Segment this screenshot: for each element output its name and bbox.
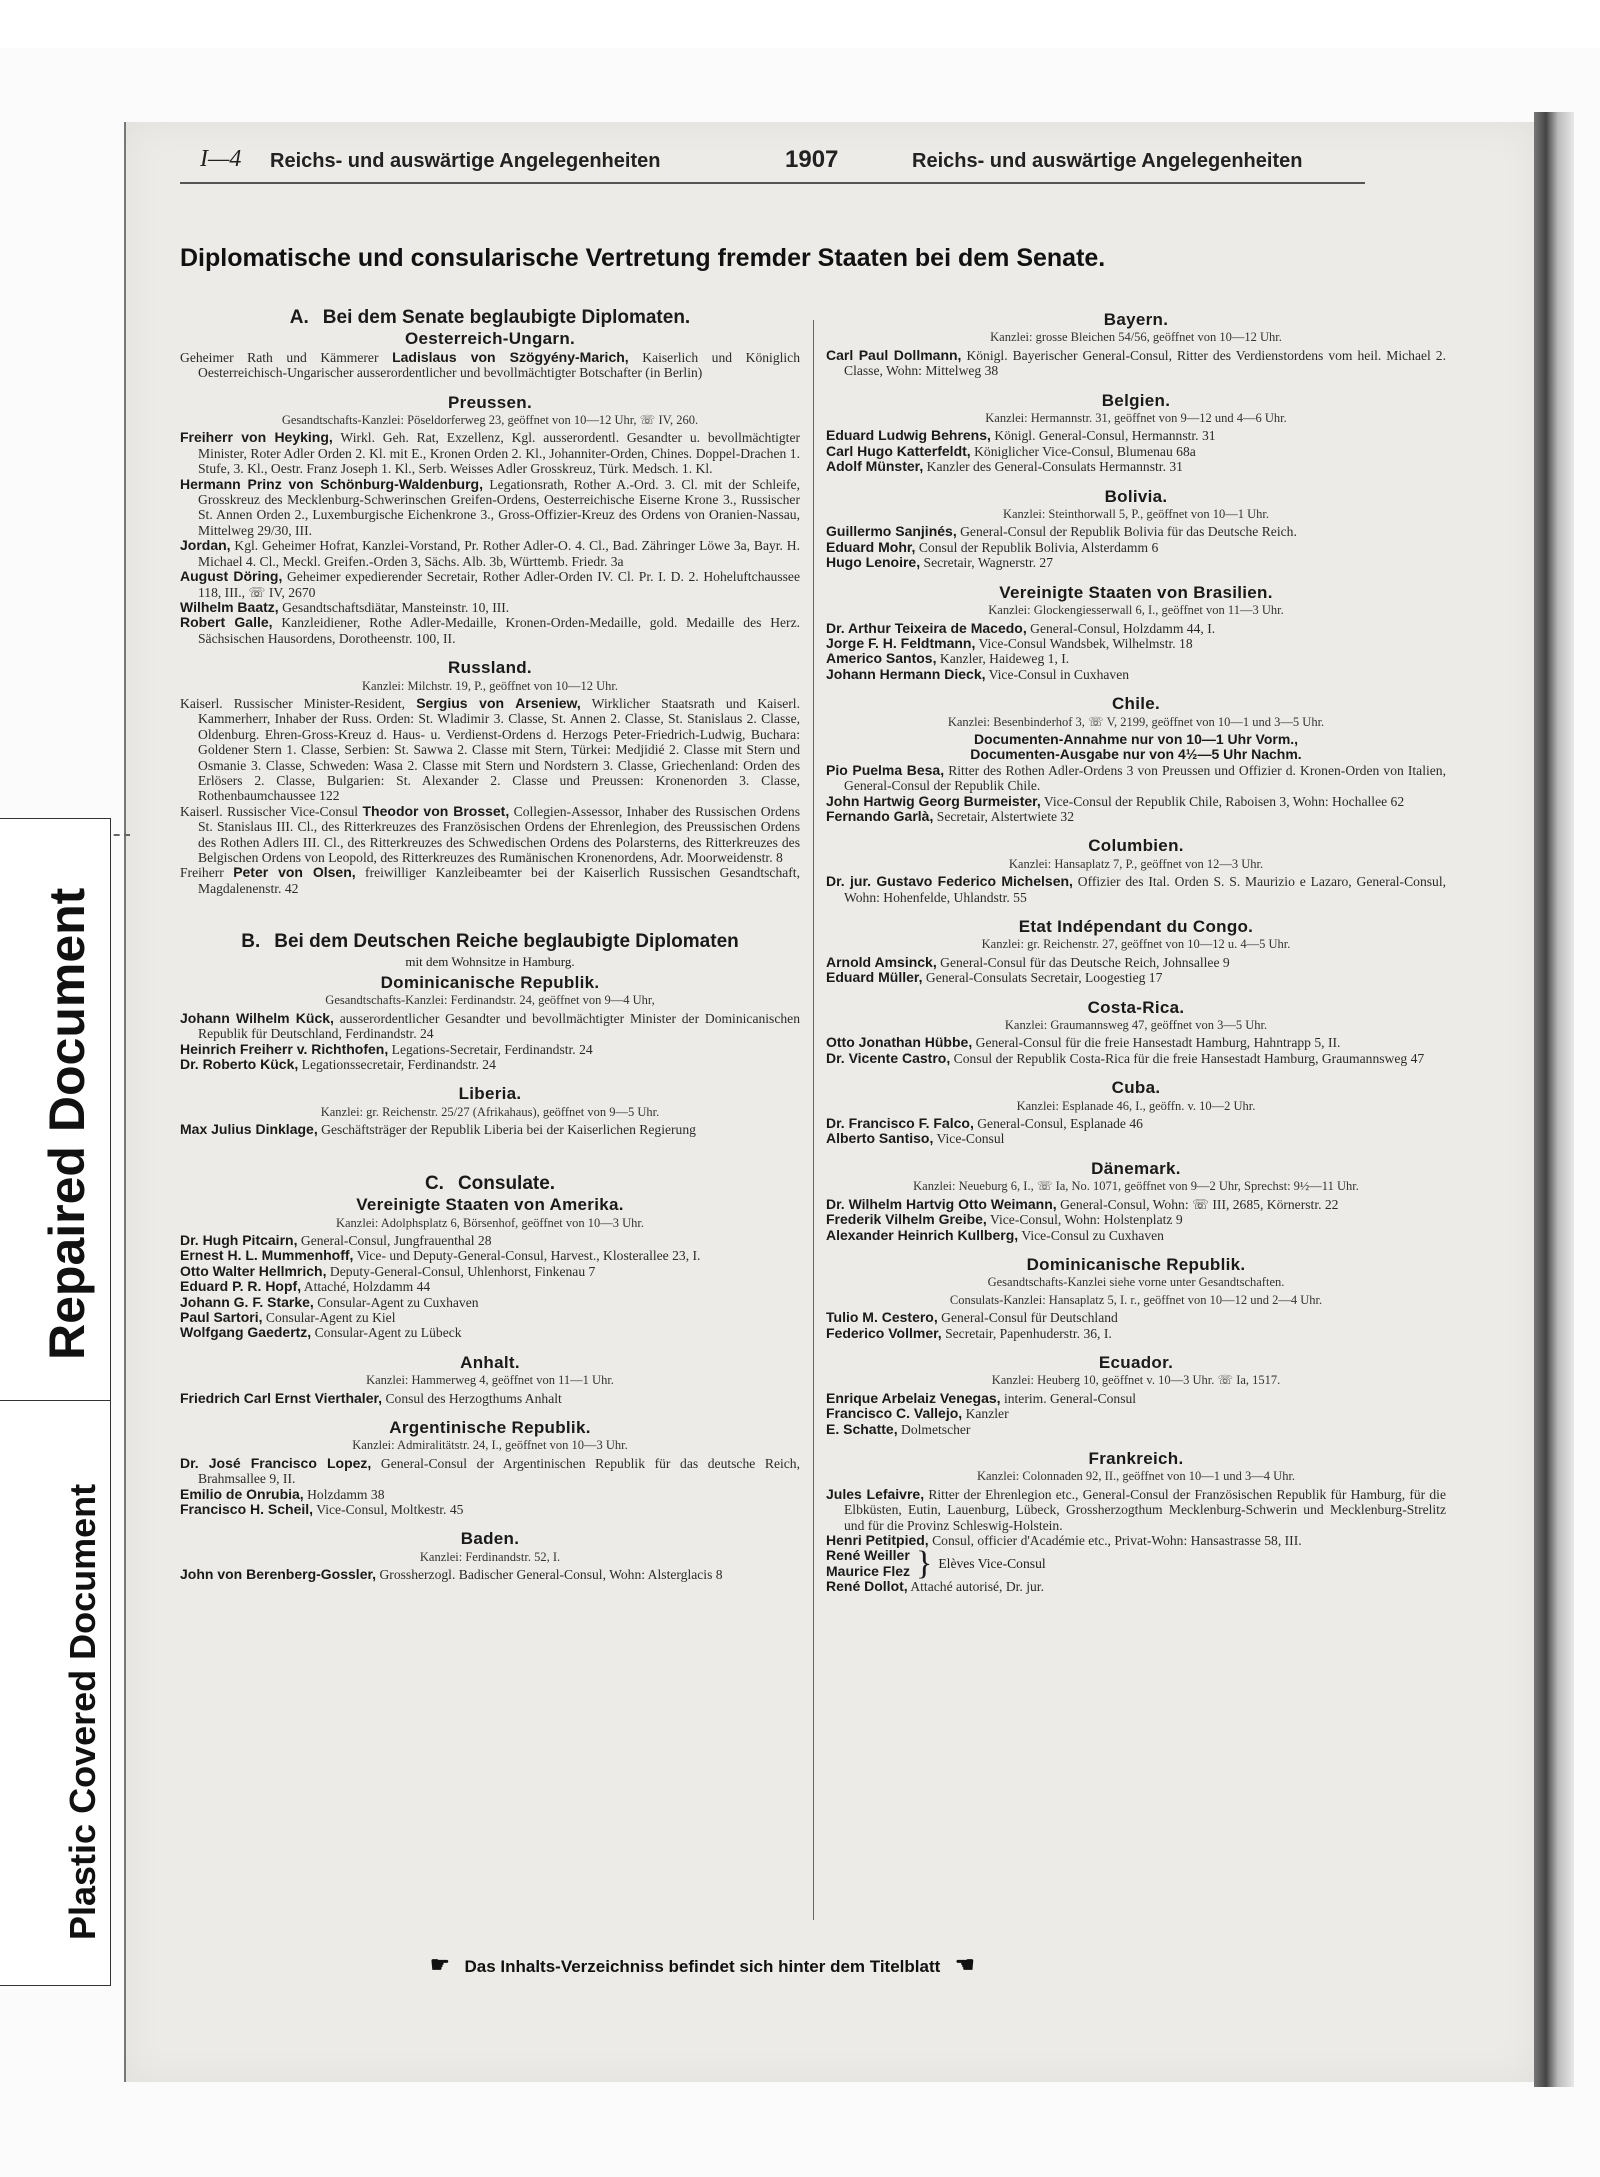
entry-text: Vice-Consul Wandsbek, Wilhelmstr. 18 [978, 635, 1193, 651]
state-heading: Dänemark. [1091, 1158, 1181, 1178]
entry-text: Wirkl. Geh. Rat, Exzellenz, Kgl. ausserordentl. Gesandter u. bevollmächtigter Minister, Roter Adler Orden 2. Kl. mit E., Kronen Orden 2. Kl., Johanniter-Orden, Chines. Doppel-Drachen 1. Stufe, 3. Kl., Oestr. Franz Joseph 1. Kl., Serb. Weisses Adler Grosskreuz, Türk. Medsch. 1. Kl. [198, 430, 801, 477]
entry [826, 1310, 1446, 1325]
entry [180, 1233, 800, 1248]
entry-name: Jordan, [180, 537, 231, 554]
entry-name: Johann Wilhelm Kück, [180, 1009, 334, 1026]
state-heading: Cuba. [1111, 1078, 1161, 1098]
entry-name: Jules Lefaivre, [826, 1485, 925, 1502]
entry-name: René Weiller [826, 1547, 910, 1564]
state-heading: Frankreich. [1088, 1448, 1184, 1468]
section-subheading: mit dem Wohnsitze in Hamburg. [405, 953, 575, 969]
entry-text: Secretair, Wagnerstr. 27 [923, 555, 1054, 571]
entry [180, 1295, 800, 1310]
entry-text: General-Consul der Argentinischen Republik für das deutsche Reich, Brahmsallee 9, II. [198, 1455, 800, 1487]
entry-name: Francisco C. Vallejo, [826, 1405, 963, 1422]
entry-text: Consul der Republik Costa-Rica für die freie Hansestadt Hamburg, Graumannsweg 47 [953, 1050, 1425, 1066]
entry-name: Jorge F. H. Feldtmann, [826, 634, 976, 651]
running-header [200, 146, 1330, 180]
entry-text: Legationsrath, Rother A.-Ord. 3. Cl. mit der Schleife, Grosskreuz des Mecklenburg-Schwerinschen Greifen-Ordens, Oesterreichische Eiserne Krone 3., Russischer St. Annen Orden 2., Luxemburgische Eichenkrone 3., Gross-Offizier-Kreuz des Ordens von Oranien-Nassau, Mittelweg 29/30, III. [198, 476, 800, 538]
kanzlei-line: Kanzlei: Besenbinderhof 3, ☏ V, 2199, geöffnet von 10—1 und 3—5 Uhr. [947, 714, 1325, 729]
entry [826, 1212, 1446, 1227]
entry-text: General-Consul für Deutschland [941, 1310, 1118, 1326]
entry [826, 1406, 1446, 1421]
entry-text: Legations-Secretair, Ferdinandstr. 24 [391, 1041, 593, 1057]
entry-name: Heinrich Freiherr v. Richthofen, [180, 1040, 389, 1057]
entry-text: General-Consul, Wohn: ☏ III, 2685, Körnerstr. 22 [1060, 1196, 1339, 1212]
header-rule [180, 182, 1365, 184]
entry [826, 667, 1446, 682]
entry-name: Max Julius Dinklage, [180, 1121, 318, 1138]
entry [180, 865, 800, 896]
entry-name: Eduard Müller, [826, 969, 923, 986]
entry-name: Adolf Münster, [826, 458, 924, 475]
book-spine-edge [1534, 112, 1574, 2087]
entry [826, 1197, 1446, 1212]
entry-text: Königl. General-Consul, Hermannstr. 31 [994, 428, 1216, 444]
entry [826, 1051, 1446, 1066]
section-a-heading [180, 307, 800, 328]
pointing-hand-right-icon: ☛ [430, 1952, 450, 1977]
entry-text: Vice-Consul, Wohn: Holstenplatz 9 [989, 1212, 1183, 1228]
entry [826, 955, 1446, 970]
entry [180, 804, 800, 866]
entry [826, 1487, 1446, 1533]
entry-text: Consul der Republik Bolivia, Alsterdamm 6 [918, 539, 1159, 555]
entry-text: Vice-Consul der Republik Chile, Raboisen 3, Wohn: Hochallee 62 [1043, 793, 1405, 809]
entry-name: Johann G. F. Starke, [180, 1293, 314, 1310]
entry [826, 428, 1446, 443]
header-left-title: Reichs- und auswärtige Angelegenheiten [270, 150, 661, 172]
entry-name: Otto Walter Hellmrich, [180, 1262, 327, 1279]
entry-text: General-Consul, Holzdamm 44, I. [1030, 620, 1216, 636]
entry [826, 540, 1446, 555]
section-title: Consulate. [457, 1172, 556, 1194]
spacer [180, 1138, 800, 1172]
entry [180, 1502, 800, 1517]
entry-text: General-Consul für das Deutsche Reich, Johnsallee 9 [940, 954, 1230, 970]
footer-note [420, 1952, 985, 1978]
entry [826, 555, 1446, 570]
state-heading: Russland. [448, 658, 532, 678]
entry [180, 600, 800, 615]
entry-name: Dr. Arthur Teixeira de Macedo, [826, 619, 1027, 636]
state-heading: Baden. [460, 1529, 520, 1549]
entry [826, 1131, 1446, 1146]
entry-text: Attaché, Holzdamm 44 [303, 1279, 431, 1295]
entry-text: General-Consulats Secretair, Loogestieg 17 [925, 970, 1163, 986]
entry [180, 615, 800, 646]
entry-text: Consular-Agent zu Kiel [265, 1309, 396, 1325]
entry-text: ausserordentlicher Gesandter und bevollmächtigter Minister der Dominicanischen Republik für Deutschland, Ferdinandstr. 24 [198, 1010, 801, 1042]
entry [180, 569, 800, 600]
entry-text: Kanzler [965, 1406, 1009, 1422]
entry-name: Hermann Prinz von Schönburg-Waldenburg, [180, 475, 483, 492]
entry-text: General-Consul, Esplanade 46 [977, 1116, 1143, 1132]
state-heading: Preussen. [448, 392, 532, 412]
entry-text: Kgl. Geheimer Hofrat, Kanzlei-Vorstand, Pr. Rother Adler-O. 4. Cl., Bad. Zähringer Löwe 3a, Bayr. H. Michael 4. Cl., Meckl. Greifen.-Orden 3, Sächs. Alb. 3b, Württemb. Friedr. 3a [198, 538, 800, 569]
kanzlei-line: Kanzlei: Heuberg 10, geöffnet v. 10—3 Uhr. ☏ Ia, 1517. [991, 1373, 1281, 1388]
state-heading: Belgien. [1101, 390, 1171, 410]
entry [180, 1325, 800, 1340]
entry-text: Vice-Consul, Moltkestr. 45 [316, 1502, 464, 1517]
entry [826, 809, 1446, 824]
braced-names [826, 1548, 910, 1579]
entry-name: Freiherr von Heyking, [180, 429, 333, 446]
entry-text: Königlicher Vice-Consul, Blumenau 68a [974, 443, 1196, 459]
entry-text: Kanzleidiener, Rothe Adler-Medaille, Kronen-Orden-Medaille, gold. Medaille des Herz. Sächsischen Hausordens, Dorotheenstr. 100, II. [198, 615, 800, 646]
entry-text: Deputy-General-Consul, Uhlenhorst, Finkenau 7 [329, 1263, 596, 1279]
entry-name: Alexander Heinrich Kullberg, [826, 1226, 1019, 1243]
state-heading: Dominicanische Republik. [380, 973, 600, 993]
page-title: Diplomatische und consularische Vertretung fremder Staaten bei dem Senate. [180, 244, 1106, 272]
state-heading: Bayern. [1103, 310, 1169, 329]
entry [826, 348, 1446, 379]
entry-prefix: Kaiserl. Russischer Minister-Resident, [180, 695, 406, 711]
state-heading: Ecuador. [1098, 1352, 1174, 1372]
entry-text: Vice- und Deputy-General-Consul, Harvest., Klosterallee 23, I. [356, 1248, 701, 1264]
entry-name: Carl Hugo Katterfeldt, [826, 442, 971, 459]
entry-name: Johann Hermann Dieck, [826, 665, 986, 682]
kanzlei-line: Kanzlei: Esplanade 46, I., geöffn. v. 10—2 Uhr. [1016, 1098, 1256, 1113]
entry-name: August Döring, [180, 568, 283, 585]
entry-name: Dr. Hugh Pitcairn, [180, 1231, 298, 1248]
section-title: Bei dem Deutschen Reiche beglaubigte Diplomaten [274, 931, 739, 953]
header-right-title: Reichs- und auswärtige Angelegenheiten [912, 150, 1303, 172]
entry-name: Paul Sartori, [180, 1308, 263, 1325]
entry-name: Guillermo Sanjinés, [826, 523, 957, 540]
kanzlei-line: Kanzlei: Adolphsplatz 6, Börsenhof, geöffnet von 10—3 Uhr. [335, 1215, 645, 1230]
entry-prefix: Kaiserl. Russischer Vice-Consul [180, 803, 359, 819]
left-column [180, 306, 800, 1583]
entry-name: Francisco H. Scheil, [180, 1501, 314, 1517]
kanzlei-line: Kanzlei: grosse Bleichen 54/56, geöffnet von 10—12 Uhr. [990, 330, 1282, 345]
entry-text: Grossherzogl. Badischer General-Consul, Wohn: Alsterglacis 8 [379, 1567, 723, 1583]
entry [826, 1579, 1446, 1594]
entry-name: Carl Paul Dollmann, [826, 346, 962, 363]
entry-text: Vice-Consul zu Cuxhaven [1021, 1227, 1164, 1243]
entry [180, 1042, 800, 1057]
entry-name: Dr. Francisco F. Falco, [826, 1115, 974, 1132]
entry-braced [826, 1544, 1446, 1582]
entry [180, 1456, 800, 1487]
kanzlei-line: Kanzlei: Graumannsweg 47, geöffnet von 3—5 Uhr. [1004, 1018, 1268, 1033]
chile-note-annahme: Documenten-Annahme nur von 10—1 Uhr Vorm., [973, 730, 1299, 747]
entry-name: Henri Petitpied, [826, 1532, 929, 1548]
entry [826, 1422, 1446, 1437]
entry [180, 1248, 800, 1263]
kanzlei-line: Kanzlei: Hermannstr. 31, geöffnet von 9—12 und 4—6 Uhr. [985, 411, 1287, 426]
kanzlei-line: Kanzlei: gr. Reichenstr. 25/27 (Afrikahaus), geöffnet von 9—5 Uhr. [320, 1104, 660, 1119]
entry-text: Vice-Consul [936, 1131, 1005, 1147]
entry-name: Maurice Flez [826, 1562, 911, 1579]
kanzlei-line: Kanzlei: Ferdinandstr. 52, I. [419, 1549, 561, 1564]
entry [826, 1035, 1446, 1050]
entry-text: Consular-Agent zu Cuxhaven [317, 1294, 479, 1310]
entry-text: Kaiserlich und Königlich Oesterreichisch-Ungarischer ausserordentlicher und bevollmächtigter Botschafter (in Berlin) [198, 349, 801, 381]
state-heading: Liberia. [458, 1084, 522, 1104]
entry-name: John von Berenberg-Gossler, [180, 1566, 377, 1583]
state-heading: Columbien. [1088, 836, 1184, 856]
entry [180, 1391, 800, 1406]
entry-text: Ritter des Rothen Adler-Ordens 3 von Preussen und Offizier d. Kronen-Orden von Italien, General-Consul der Republik Chile. [844, 762, 1446, 794]
entry [826, 621, 1446, 636]
entry-text: Gesandtschaftsdiätar, Mansteinstr. 10, III. [282, 599, 510, 615]
repaired-document-label: Repaired Document [39, 887, 95, 1360]
entry-text: interim. General-Consul [1003, 1390, 1137, 1406]
entry [180, 477, 800, 539]
entry-name: Eduard P. R. Hopf, [180, 1278, 302, 1295]
entry-prefix: Freiherr [180, 865, 224, 881]
entry [180, 1011, 800, 1042]
entry-name: Alberto Santiso, [826, 1130, 934, 1147]
entry-name: Ernest H. L. Mummenhoff, [180, 1247, 354, 1264]
entry-text: Holzdamm 38 [307, 1486, 385, 1502]
entry-text: General-Consul für die freie Hansestadt Hamburg, Hahntrapp 5, II. [975, 1035, 1341, 1051]
state-heading: Chile. [1111, 694, 1161, 714]
entry-name: Pio Puelma Besa, [826, 761, 945, 778]
kanzlei-line: Kanzlei: Neueburg 6, I., ☏ Ia, No. 1071, geöffnet von 9—2 Uhr, Sprechst: 9½—11 Uhr. [913, 1179, 1359, 1194]
kanzlei-line: Gesandtschafts-Kanzlei: Pöseldorferweg 23, geöffnet von 10—12 Uhr, ☏ IV, 260. [281, 413, 699, 428]
entry [826, 874, 1446, 905]
kanzlei-line: Kanzlei: Colonnaden 92, II., geöffnet von 10—1 und 3—4 Uhr. [976, 1469, 1296, 1484]
entry-text: freiwilliger Kanzleibeamter bei der Kaiserlich Russischen Gesandtschaft, Magdalenenstr. 42 [198, 865, 800, 896]
entry-name: Friedrich Carl Ernst Vierthaler, [180, 1389, 383, 1406]
entry-text: Consul des Herzogthums Anhalt [385, 1390, 562, 1406]
chile-note-ausgabe: Documenten-Ausgabe nur von 4½—5 Uhr Nachm. [970, 746, 1302, 763]
section-title: Bei dem Senate beglaubigte Diplomaten. [322, 307, 691, 328]
entry-name: René Dollot, [826, 1578, 908, 1595]
entry-text: Secretair, Alstertwiete 32 [936, 808, 1074, 824]
entry-name: Emilio de Onrubia, [180, 1485, 304, 1502]
entry-name: Wolfgang Gaedertz, [180, 1324, 312, 1341]
state-heading: Oesterreich-Ungarn. [404, 329, 576, 349]
side-label-divider [0, 1400, 110, 1401]
entry [826, 636, 1446, 651]
entry [826, 970, 1446, 985]
entry-name: Ladislaus von Szögyény-Marich, [392, 348, 629, 365]
entry-text: Königl. Bayerischer General-Consul, Ritter des Verdienstordens vom heil. Michael 2. Classe, Wohn: Mittelweg 38 [844, 347, 1446, 379]
spacer [180, 896, 800, 930]
entry [826, 1228, 1446, 1243]
state-heading: Bolivia. [1104, 486, 1168, 506]
entry [180, 1122, 800, 1137]
entry-text: Collegien-Assessor, Inhaber des Russischen Ordens St. Stanislaus III. Cl., des Ritterkreuzes des Französischen Ordens der Ehrenlegion, des Preussischen Ordens des Rothen Adlers III. Cl., des Ritterkreuzes des Schwedischen Ordens des Polarsterns, des Ritterkreuzes des Belgischen Ordens von Leopold, des Ritterkreuzes des Rumänischen Kronenordens, Adr. Moorweidenstr. 8 [198, 803, 801, 865]
entry-text: Geschäftsträger der Republik Liberia bei der Kaiserlichen Regierung [321, 1122, 696, 1138]
state-heading: Anhalt. [460, 1352, 520, 1372]
entry-text: Secretair, Papenhuderstr. 36, I. [945, 1325, 1112, 1341]
entry [826, 1116, 1446, 1131]
pointing-hand-left-icon: ☚ [955, 1952, 975, 1977]
entry-name: Dr. jur. Gustavo Federico Michelsen, [826, 873, 1073, 890]
entry [826, 444, 1446, 459]
kanzlei-line: Consulats-Kanzlei: Hansaplatz 5, I. r., geöffnet von 10—12 und 2—4 Uhr. [949, 1292, 1323, 1307]
entry [826, 524, 1446, 539]
entry-name: Americo Santos, [826, 650, 937, 667]
entry [180, 350, 800, 381]
entry-name: Peter von Olsen, [233, 864, 356, 881]
entry-text: Offizier des Ital. Orden S. S. Maurizio e Lazaro, General-Consul, Wohn: Hohenfelde, Uhlandstr. 55 [844, 874, 1446, 905]
state-heading: Costa-Rica. [1087, 997, 1185, 1017]
entry [180, 1264, 800, 1279]
section-letter: C. [424, 1172, 444, 1194]
section-c-heading [180, 1172, 800, 1194]
entry-name: Dr. Roberto Kück, [180, 1056, 299, 1073]
entry [180, 538, 800, 569]
kanzlei-line: Gesandtschafts-Kanzlei siehe vorne unter Gesandtschaften. [987, 1275, 1285, 1290]
page-number: I—4 [200, 146, 242, 172]
entry-name: Frederik Vilhelm Greibe, [826, 1211, 987, 1228]
entry-name: Sergius von Arseniew, [416, 694, 581, 711]
entry [180, 430, 800, 476]
entry-text: Legationssecretair, Ferdinandstr. 24 [301, 1057, 496, 1073]
entry [180, 696, 800, 804]
entry [180, 1279, 800, 1294]
kanzlei-line: Gesandtschafts-Kanzlei: Ferdinandstr. 24, geöffnet von 9—4 Uhr, [325, 993, 655, 1008]
entry-prefix: Geheimer Rath und Kämmerer [180, 349, 379, 365]
entry-text: Kanzler, Haideweg 1, I. [939, 651, 1070, 667]
entry-text: Kanzler des General-Consulats Hermannstr. 31 [926, 459, 1183, 475]
entry [826, 763, 1446, 794]
header-year: 1907 [785, 146, 839, 173]
brace-symbol: } [916, 1544, 933, 1582]
entry-name: Otto Jonathan Hübbe, [826, 1034, 973, 1051]
entry [826, 1391, 1446, 1406]
entry [826, 794, 1446, 809]
kanzlei-line: Kanzlei: gr. Reichenstr. 27, geöffnet von 10—12 u. 4—5 Uhr. [981, 937, 1291, 952]
section-b-heading [180, 931, 800, 953]
entry-name: Dr. Vicente Castro, [826, 1049, 951, 1066]
entry [826, 459, 1446, 474]
kanzlei-line: Kanzlei: Milchstr. 19, P., geöffnet von 10—12 Uhr. [362, 678, 618, 693]
entry-name: Arnold Amsinck, [826, 953, 937, 970]
section-letter: A. [289, 307, 309, 328]
entry [826, 1326, 1446, 1341]
entry-name: Tulio M. Cestero, [826, 1309, 938, 1326]
entry-name: Enrique Arbelaiz Venegas, [826, 1389, 1001, 1406]
entry-name: Robert Galle, [180, 614, 273, 631]
entry-name: Dr. José Francisco Lopez, [180, 1454, 372, 1471]
entry-name: John Hartwig Georg Burmeister, [826, 792, 1041, 809]
state-heading: Etat Indépendant du Congo. [1018, 917, 1254, 936]
entry [826, 651, 1446, 666]
entry-name: E. Schatte, [826, 1420, 898, 1437]
entry-text: Ritter der Ehrenlegion etc., General-Consul der Französischen Republik für Hamburg, für die Elbküsten, Eutin, Lauenburg, Lübeck, Grossherzogthum Mecklenburg-Schwerin und Mecklenburg-Strelitz und für die Provinz Schleswig-Holstein. [844, 1486, 1446, 1533]
state-heading: Dominicanische Republik. [1026, 1254, 1246, 1274]
entry-text: Wirklicher Staatsrath und Kaiserl. Kammerherr, Inhaber der Russ. Orden: St. Wladimir 3. Classe, St. Annen 2. Classe, St. Stanislaus 2. Classe, Oldenburg. Ehren-Gross-Kreuz d. Haus- u. Verdienst-Ordens d. Herzogs Peter-Friedrich-Ludwig, Buchara: Goldener Stern 1. Classe, Serbien: St. Sawwa 2. Classe mit Stern, Türkei: Medjidié 2. Classe mit Stern und Osmanie 3. Classe, Schweden: Wasa 2. Classe mit Stern und Nordstern 3. Classe, Griechenland: Orden des Erlösers 2. Classe, Bulgarien: St. Alexander 2. Classe und Preussen: Kronenorden 3. Classe, Rothenbaumchaussee 122 [198, 695, 800, 804]
kanzlei-line: Kanzlei: Admiralitätstr. 24, I., geöffnet von 10—3 Uhr. [352, 1438, 628, 1453]
state-heading: Vereinigte Staaten von Brasilien. [999, 582, 1273, 602]
entry-name: Dr. Wilhelm Hartvig Otto Weimann, [826, 1195, 1057, 1212]
entry [180, 1057, 800, 1072]
entry-text: Vice-Consul in Cuxhaven [988, 666, 1130, 682]
entry-text: Geheimer expedierender Secretair, Rother Adler-Orden IV. Cl. Pr. I. D. 2. Hoheluftchaussee 118, III., ☏ IV, 2670 [198, 569, 800, 600]
kanzlei-line: Kanzlei: Steinthorwall 5, P., geöffnet von 10—1 Uhr. [1002, 507, 1270, 522]
entry-name: Federico Vollmer, [826, 1324, 942, 1341]
entry-name: Eduard Mohr, [826, 538, 916, 555]
column-divider [813, 320, 814, 1920]
section-letter: B. [241, 931, 261, 953]
state-heading: Argentinische Republik. [389, 1417, 591, 1437]
entry-name: Hugo Lenoire, [826, 554, 921, 571]
kanzlei-line: Kanzlei: Hansaplatz 7, P., geöffnet von 12—3 Uhr. [1008, 856, 1264, 871]
entry-name: Eduard Ludwig Behrens, [826, 427, 991, 444]
entry-name: Wilhelm Baatz, [180, 598, 279, 615]
kanzlei-line: Kanzlei: Hammerweg 4, geöffnet von 11—1 Uhr. [366, 1373, 614, 1388]
entry-text: Consular-Agent zu Lübeck [314, 1325, 462, 1341]
state-heading: Vereinigte Staaten von Amerika. [356, 1195, 624, 1215]
entry-text: Elèves Vice-Consul [938, 1556, 1046, 1572]
entry [180, 1310, 800, 1325]
entry-text: Dolmetscher [901, 1421, 971, 1437]
entry-text: General-Consul, Jungfrauenthal 28 [300, 1232, 492, 1248]
entry [180, 1487, 800, 1502]
footer-text: Das Inhalts-Verzeichniss befindet sich hinter dem Titelblatt [464, 1957, 941, 1976]
entry-text: Attaché autorisé, Dr. jur. [910, 1579, 1044, 1595]
entry-text: Consul, officier d'Académie etc., Privat-Wohn: Hansastrasse 58, III. [932, 1533, 1302, 1548]
right-column [826, 306, 1446, 1595]
entry-name: Theodor von Brosset, [362, 802, 510, 819]
entry-text: General-Consul der Republik Bolivia für das Deutsche Reich. [960, 524, 1297, 540]
plastic-covered-label: Plastic Covered Document [62, 1483, 103, 1940]
entry-name: Fernando Garlà, [826, 807, 934, 824]
entry [180, 1567, 800, 1582]
kanzlei-line: Kanzlei: Glockengiesserwall 6, I., geöffnet von 11—3 Uhr. [988, 603, 1284, 618]
